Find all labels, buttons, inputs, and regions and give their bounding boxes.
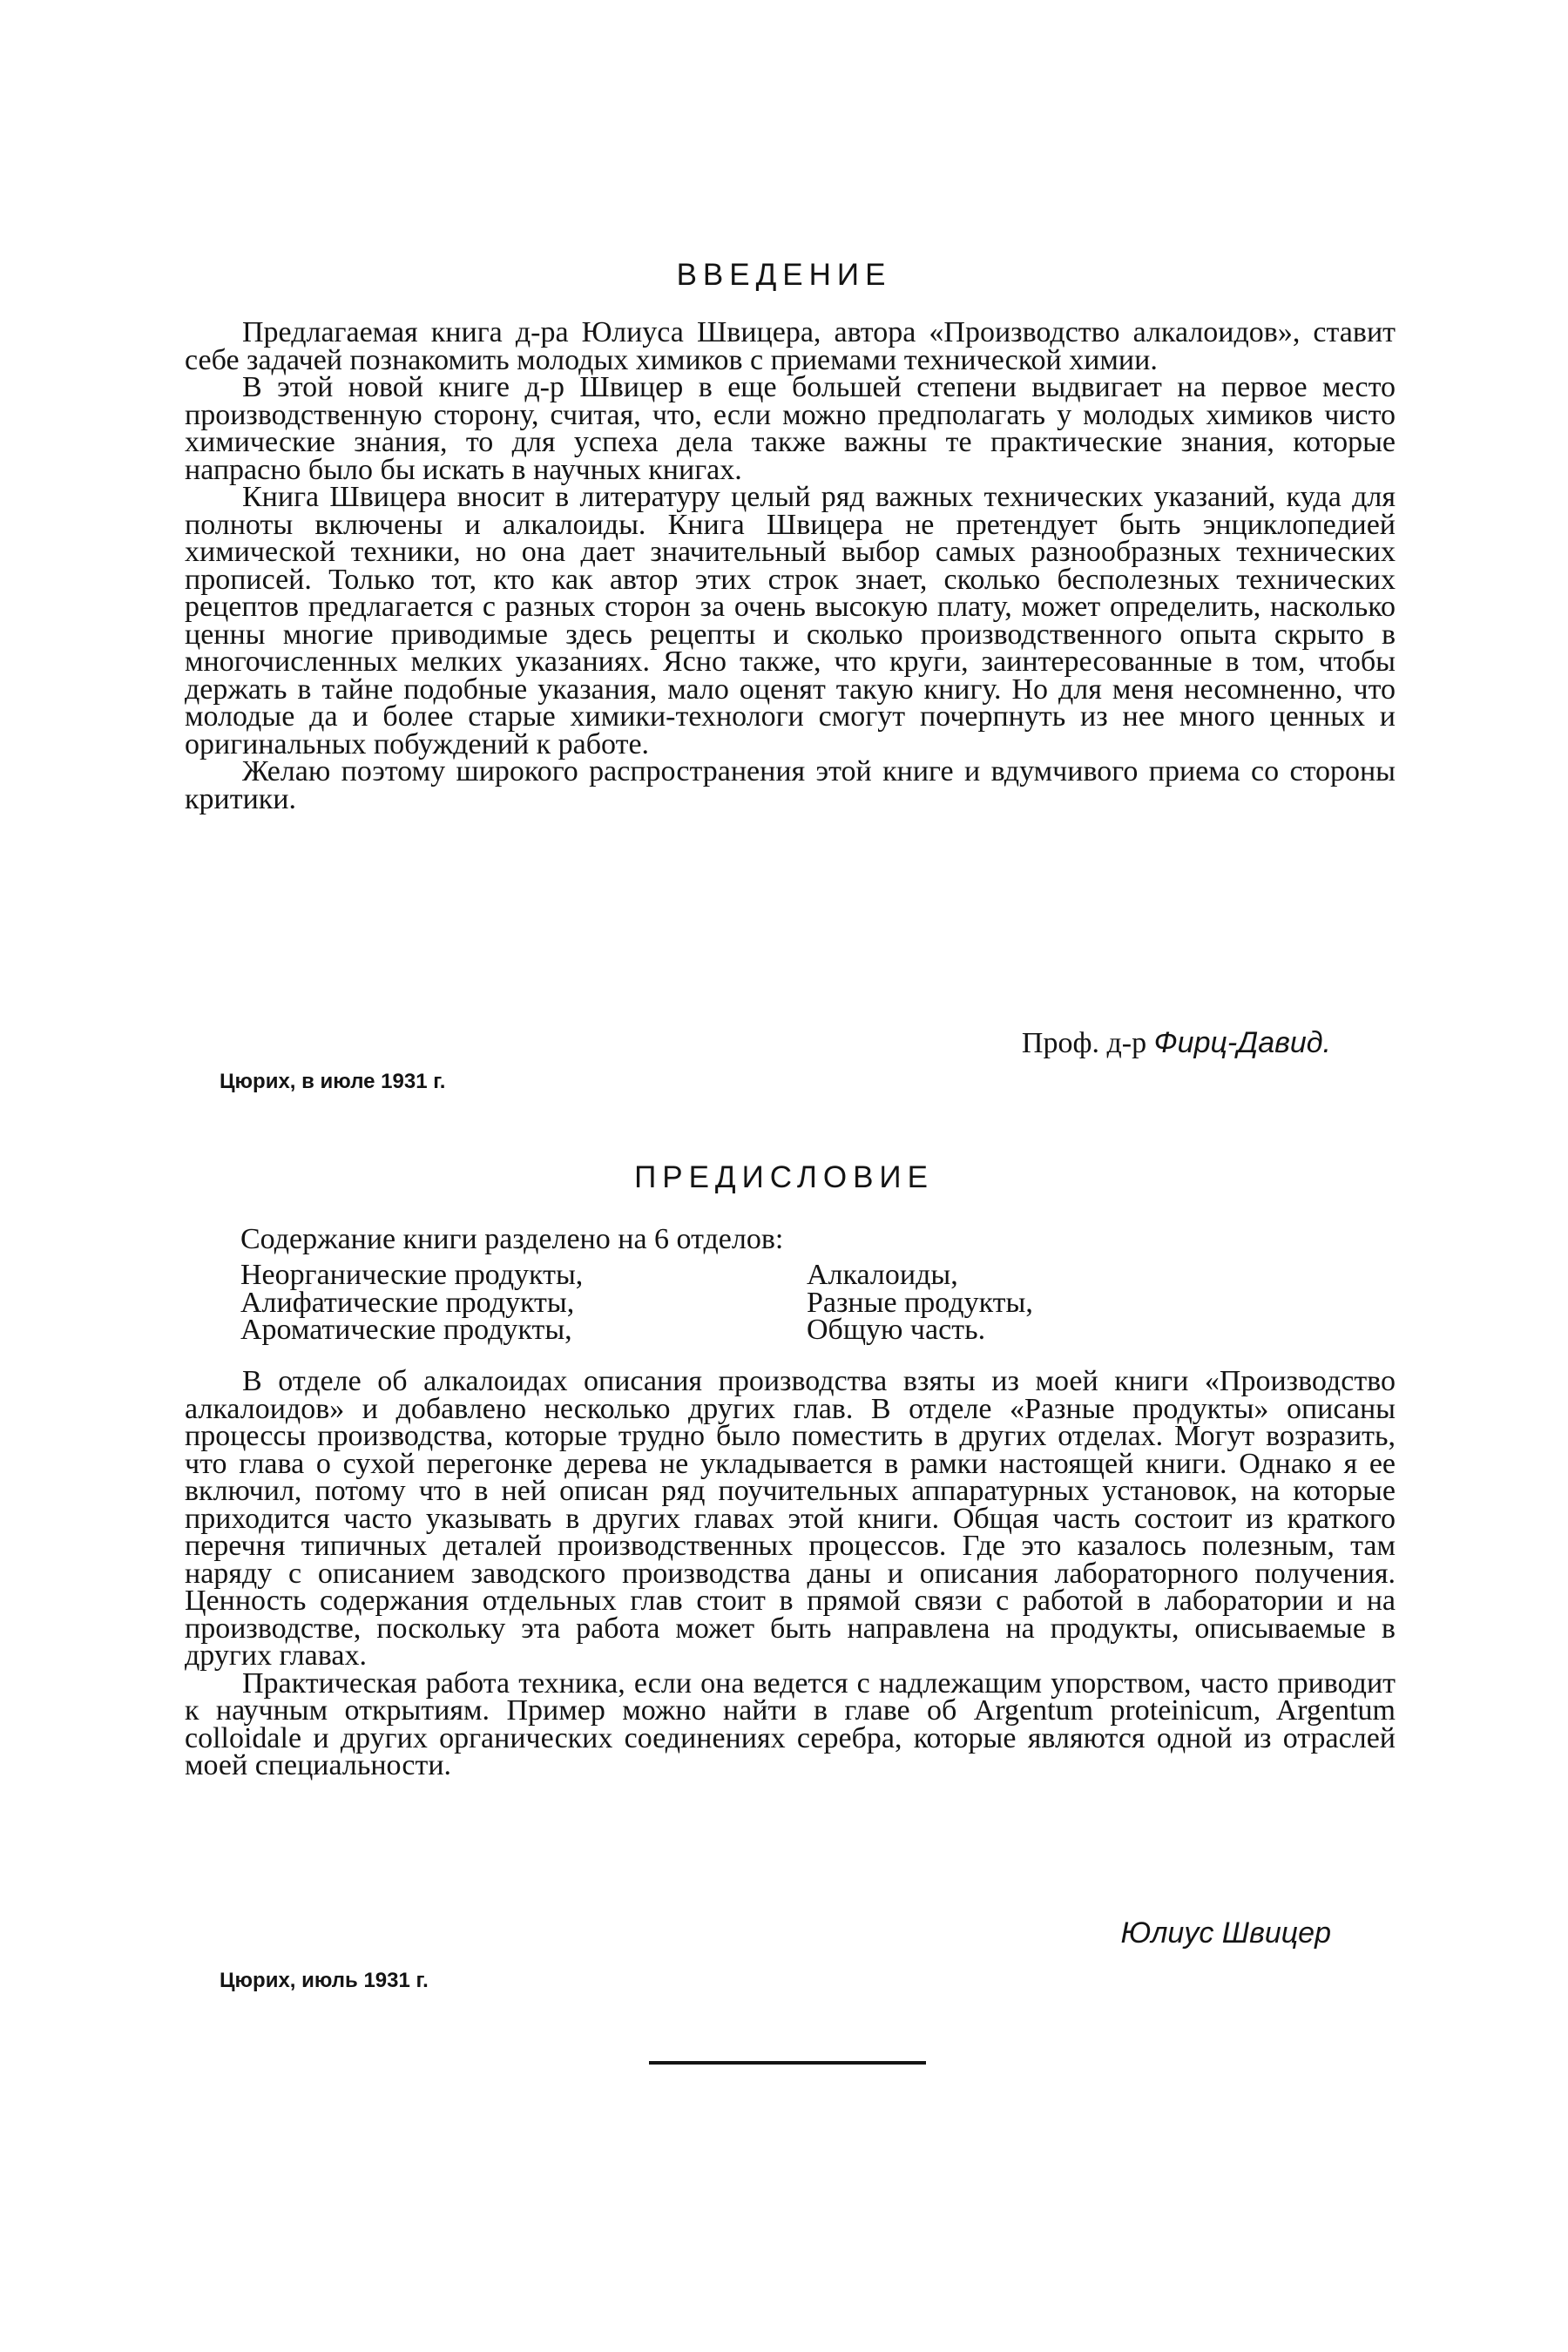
section-item: Алкалоиды, <box>807 1259 958 1291</box>
introduction-paragraph: Книга Швицера вносит в литературу целый ряд важных технических указаний, куда для полноты включены и алкалоиды. Книга Швицера не претендует быть энциклопедией химической техники, но она дает значительный выбор самых разнообразных технических прописей. Только тот, кто как автор этих строк знает, сколько бесполезных технических рецептов предлагается с разных сторон за очень высокую плату, может определить, насколько ценны многие приводимые здесь рецепты и сколько производственного опыта скрыто в многочисленных мелких указаниях. Ясно также, что круги, заинтересованные в том, чтобы держать в тайне подобные указания, мало оценят такую книгу. Но для меня несомненно, что молодые да и более старые химики-технологи смогут почерпнуть из нее много ценных и оригинальных побуждений к работе. <box>185 481 1396 760</box>
section-item: Общую часть. <box>807 1314 986 1346</box>
signature-title: Проф. д-р <box>1021 1027 1147 1059</box>
closing-rule <box>649 2061 926 2065</box>
introduction-body <box>185 316 1396 815</box>
preface-signature <box>1120 1916 1331 1950</box>
section-item: Алифатические продукты, <box>240 1286 575 1319</box>
introduction-signature <box>1022 1026 1331 1060</box>
introduction-paragraph: Предлагаемая книга д-ра Юлиуса Швицера, автора «Производство алкалоидов», ставит себе задачей познакомить молодых химиков с приемами технической химии. <box>185 316 1396 376</box>
section-item: Разные продукты, <box>807 1286 1033 1319</box>
introduction-dateline: Цюрих, в июле 1931 г. <box>220 1070 446 1093</box>
section-item: Ароматические продукты, <box>240 1314 572 1346</box>
preface-paragraph: Практическая работа техника, если она ведется с надлежащим упорством, часто приводит к научным открытиям. Пример можно найти в главе об Argentum proteinicum, Argentum colloidale и других органических соединениях серебра, которые являются одной из отраслей моей специальности. <box>185 1666 1396 1781</box>
signature-author: Фирц-Давид. <box>1153 1026 1331 1059</box>
preface-heading: ПРЕДИСЛОВИЕ <box>634 1160 934 1194</box>
section-item: Неорганические продукты, <box>240 1259 584 1291</box>
preface-section-list <box>240 1261 1146 1344</box>
introduction-heading: ВВЕДЕНИЕ <box>676 258 892 292</box>
introduction-paragraph: Желаю поэтому широкого распространения этой книге и вдумчивого приема со стороны критики. <box>185 755 1396 815</box>
preface-dateline: Цюрих, июль 1931 г. <box>220 1969 429 1992</box>
introduction-paragraph: В этой новой книге д-р Швицер в еще большей степени выдвигает на первое место производственную сторону, считая, что, если можно предполагать у молодых химиков чисто химические знания, то для успеха дела также важны те практические знания, которые напрасно было бы искать в научных книгах. <box>185 371 1396 486</box>
preface-body <box>185 1365 1396 1781</box>
preface-contents-intro: Содержание книги разделено на 6 отделов: <box>240 1223 784 1255</box>
signature-author: Юлиус Швицер <box>1120 1916 1331 1950</box>
preface-paragraph: В отделе об алкалоидах описания производства взяты из моей книги «Производство алкалоидов» и добавлено несколько других глав. В отделе «Разные продукты» описаны процессы производства, которые трудно было поместить в других отделах. Могут возразить, что глава о сухой перегонке дерева не укладывается в рамки настоящей книги. Однако я ее включил, потому что в ней описан ряд поучительных аппаратурных установок, на которые приходится часто указывать в других главах этой книги. Общая часть состоит из краткого перечня типичных деталей производственных процессов. Где это казалось полезным, там наряду с описанием заводского производства даны и описания лабораторного получения. Ценность содержания отдельных глав стоит в прямой связи с работой в лаборатории и на производстве, поскольку эта работа может быть направлена на продукты, описываемые в других главах. <box>185 1365 1396 1672</box>
